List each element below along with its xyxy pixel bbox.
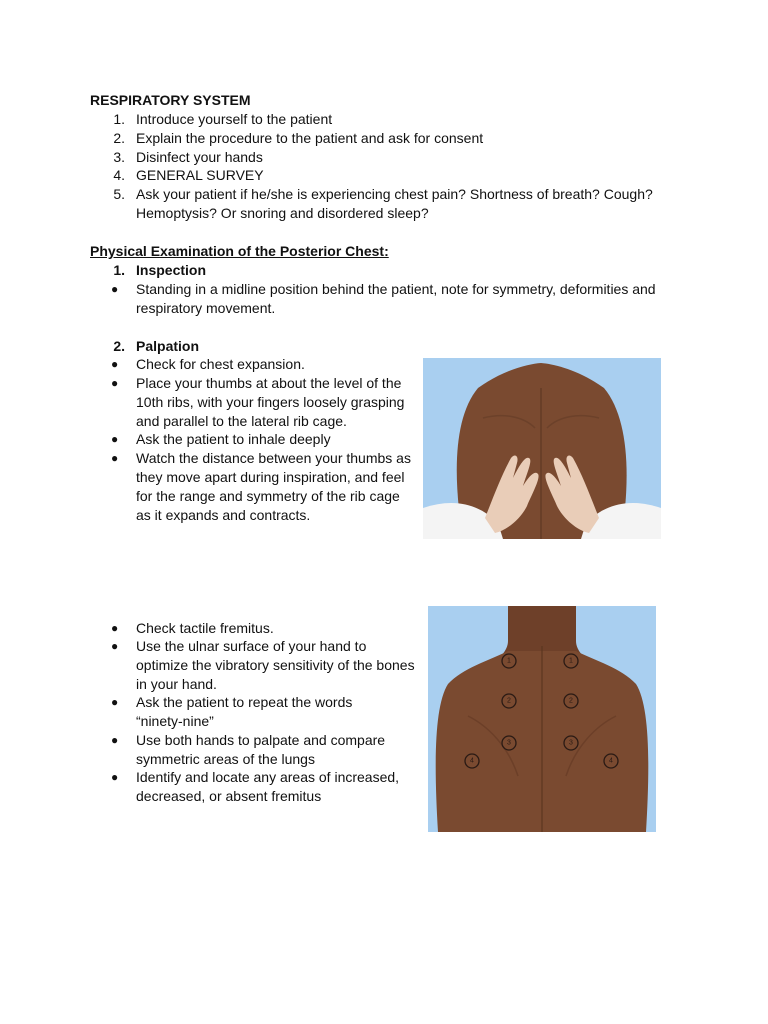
bullet-text-line: as it expands and contracts. xyxy=(136,507,311,523)
svg-text:2: 2 xyxy=(507,697,511,705)
svg-text:4: 4 xyxy=(470,757,474,765)
bullet-text-line: Check for chest expansion. xyxy=(136,356,305,372)
bullet-icon: ● xyxy=(111,451,119,465)
document-title: RESPIRATORY SYSTEM xyxy=(90,92,251,108)
bullet-text-line: Use both hands to palpate and compare xyxy=(136,732,386,748)
subsection-number: 1. xyxy=(113,262,125,278)
bullet-text-line: “ninety-nine” xyxy=(136,713,214,729)
bullet-text-line: 10th ribs, with your fingers loosely grasping xyxy=(136,394,405,410)
bullet-text-line: and parallel to the lateral rib cage. xyxy=(136,413,347,429)
bullet-icon: ● xyxy=(111,639,119,653)
bullet-text-line: Ask the patient to repeat the words xyxy=(136,694,353,710)
bullet-text-line: for the range and symmetry of the rib cage xyxy=(136,488,400,504)
chest-expansion-photo xyxy=(423,358,661,539)
bullet-text-line: decreased, or absent fremitus xyxy=(136,788,322,804)
subsection-number: 2. xyxy=(113,338,125,354)
tactile-fremitus-photo xyxy=(428,606,656,832)
step-text-line: Ask your patient if he/she is experiencing chest pain? Shortness of breath? Cough? xyxy=(136,186,653,202)
svg-text:3: 3 xyxy=(569,739,573,747)
svg-text:1: 1 xyxy=(507,657,511,665)
bullet-text-line: Standing in a midline position behind the patient, note for symmetry, deformities and xyxy=(136,281,656,297)
bullet-text-line: Ask the patient to inhale deeply xyxy=(136,431,331,447)
step-number: 4. xyxy=(113,167,125,183)
step-number: 2. xyxy=(113,130,125,146)
step-text: Disinfect your hands xyxy=(136,149,263,165)
chest-expansion-illustration xyxy=(423,358,661,539)
bullet-text-line: Place your thumbs at about the level of the xyxy=(136,375,402,391)
tactile-fremitus-illustration xyxy=(428,606,656,832)
step-text-line: Hemoptysis? Or snoring and disordered sleep? xyxy=(136,205,429,221)
bullet-text-line: symmetric areas of the lungs xyxy=(136,751,315,767)
bullet-text-line: respiratory movement. xyxy=(136,300,276,316)
section-heading: Physical Examination of the Posterior Chest: xyxy=(90,243,389,259)
step-text: GENERAL SURVEY xyxy=(136,167,264,183)
bullet-text-line: Identify and locate any areas of increased, xyxy=(136,769,400,785)
svg-text:1: 1 xyxy=(569,657,573,665)
bullet-icon: ● xyxy=(111,770,119,784)
bullet-text-line: optimize the vibratory sensitivity of the bones xyxy=(136,657,415,673)
step-text: Introduce yourself to the patient xyxy=(136,111,333,127)
bullet-icon: ● xyxy=(111,357,119,371)
bullet-text-line: Watch the distance between your thumbs as xyxy=(136,450,411,466)
step-number: 1. xyxy=(113,111,125,127)
bullet-text-line: they move apart during inspiration, and feel xyxy=(136,469,405,485)
step-number: 5. xyxy=(113,186,125,202)
subsection-label: Palpation xyxy=(136,338,200,354)
bullet-icon: ● xyxy=(111,282,119,296)
svg-text:4: 4 xyxy=(609,757,613,765)
bullet-icon: ● xyxy=(111,621,119,635)
bullet-text-line: Check tactile fremitus. xyxy=(136,620,274,636)
bullet-icon: ● xyxy=(111,695,119,709)
svg-text:3: 3 xyxy=(507,739,511,747)
bullet-icon: ● xyxy=(111,376,119,390)
step-number: 3. xyxy=(113,149,125,165)
bullet-text-line: in your hand. xyxy=(136,676,217,692)
step-text: Explain the procedure to the patient and ask for consent xyxy=(136,130,484,146)
subsection-label: Inspection xyxy=(136,262,207,278)
svg-text:2: 2 xyxy=(569,697,573,705)
bullet-icon: ● xyxy=(111,432,119,446)
bullet-text-line: Use the ulnar surface of your hand to xyxy=(136,638,367,654)
bullet-icon: ● xyxy=(111,733,119,747)
